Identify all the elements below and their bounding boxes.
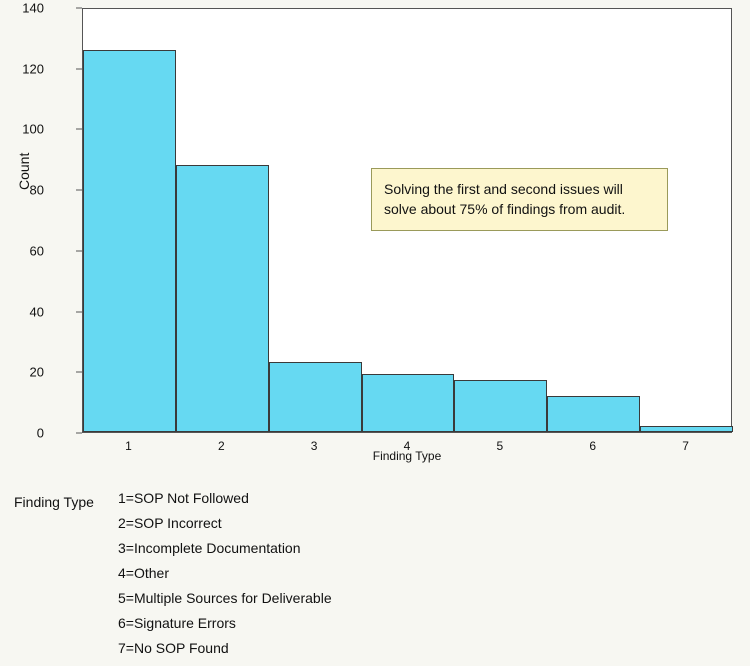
legend-item: 2=SOP Incorrect bbox=[118, 515, 222, 531]
y-axis bbox=[0, 0, 82, 441]
plot-area bbox=[82, 8, 732, 433]
y-tick-label: 20 bbox=[29, 364, 44, 380]
legend-list bbox=[118, 486, 332, 661]
x-tick-label: 6 bbox=[589, 439, 597, 453]
legend-item: 7=No SOP Found bbox=[118, 640, 229, 656]
y-tick-label: 120 bbox=[22, 61, 44, 77]
y-tick-label: 60 bbox=[29, 243, 44, 259]
legend-item: 4=Other bbox=[118, 565, 169, 581]
y-tick-label: 80 bbox=[29, 182, 44, 198]
legend-item: 1=SOP Not Followed bbox=[118, 490, 249, 506]
legend-item: 5=Multiple Sources for Deliverable bbox=[118, 590, 332, 606]
bar bbox=[362, 374, 455, 432]
y-tick-label: 100 bbox=[22, 121, 44, 137]
bar bbox=[176, 165, 269, 432]
legend-title: Finding Type bbox=[14, 494, 94, 510]
x-tick-label: 1 bbox=[125, 439, 132, 453]
bar bbox=[269, 362, 362, 432]
y-tick-label: 140 bbox=[22, 0, 44, 16]
bar bbox=[454, 380, 547, 432]
bar bbox=[640, 426, 733, 432]
y-axis-title: Count bbox=[16, 152, 32, 190]
bar bbox=[83, 50, 176, 433]
x-tick-label: 3 bbox=[310, 439, 318, 453]
annotation-callout: Solving the first and second issues will solve about 75% of findings from audit. bbox=[371, 168, 668, 231]
x-tick-label: 2 bbox=[217, 439, 225, 453]
x-tick-label: 4 bbox=[403, 439, 411, 453]
y-tick-label: 0 bbox=[36, 425, 44, 441]
bar bbox=[547, 396, 640, 432]
x-tick-label: 7 bbox=[682, 439, 689, 453]
y-tick-label: 40 bbox=[29, 304, 44, 320]
x-axis-title: Finding Type bbox=[372, 449, 442, 463]
legend-item: 6=Signature Errors bbox=[118, 615, 236, 631]
legend-item: 3=Incomplete Documentation bbox=[118, 540, 301, 556]
x-tick-label: 5 bbox=[496, 439, 504, 453]
